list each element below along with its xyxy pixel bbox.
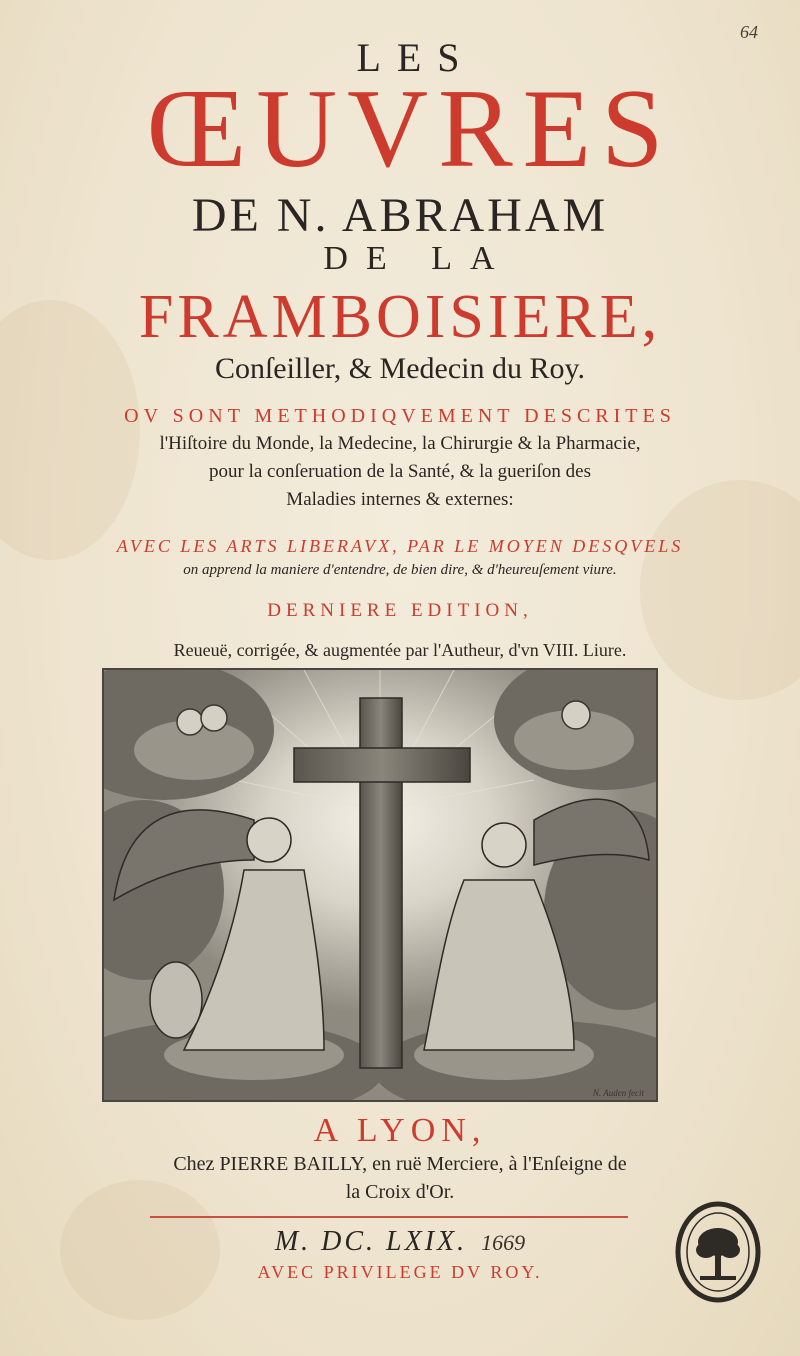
title-oeuvres: ŒUVRES [146, 67, 674, 191]
title-de-n-abraham: DE N. ABRAHAM [191, 189, 609, 242]
title-de-la: DE LA [323, 240, 513, 277]
arts-heading: AVEC LES ARTS LIBERAVX, PAR LE MOYEN DESQVELS [116, 536, 684, 556]
imprint-printer-sign: la Croix d'Or. [345, 1181, 455, 1203]
title-framboisiere: FRAMBOISIERE, [138, 283, 662, 351]
description-line: Maladies internes & externes: [286, 489, 514, 510]
arts-subline: on apprend la maniere d'entendre, de bien dire, & d'heureuſement viure. [183, 562, 617, 578]
privilege-line: AVEC PRIVILEGE DV ROY. [257, 1262, 543, 1282]
date-roman: M. DC. LXIX. [274, 1226, 468, 1257]
paper-stain [640, 480, 800, 700]
description-line: pour la conſeruation de la Santé, & la gueriſon des [209, 461, 591, 482]
edition-note: Reueuë, corrigée, & augmentée par l'Autheur, d'vn VIII. Liure. [173, 640, 627, 660]
engraver-signature: N. Auden fecit [592, 1088, 644, 1098]
edition-heading: DERNIERE EDITION, [267, 600, 533, 621]
description-heading: OV SONT METHODIQVEMENT DESCRITES [124, 405, 676, 427]
divider-rule [150, 1216, 628, 1218]
imprint-printer: Chez PIERRE BAILLY, en ruë Merciere, à l'Enſeigne de [173, 1153, 627, 1175]
description-line: l'Hiſtoire du Monde, la Medecine, la Chirurgie & la Pharmacie, [159, 433, 641, 454]
engraving-image [104, 670, 656, 1100]
engraving-cross-angels [102, 668, 658, 1102]
subtitle-conseiller: Conſeiller, & Medecin du Roy. [214, 352, 586, 385]
folio-number: 64 [740, 22, 758, 42]
library-stamp-icon [672, 1200, 764, 1304]
title-les: LES [356, 35, 476, 80]
handwritten-year: 1669 [481, 1230, 526, 1255]
imprint-place: A LYON, [313, 1112, 487, 1149]
